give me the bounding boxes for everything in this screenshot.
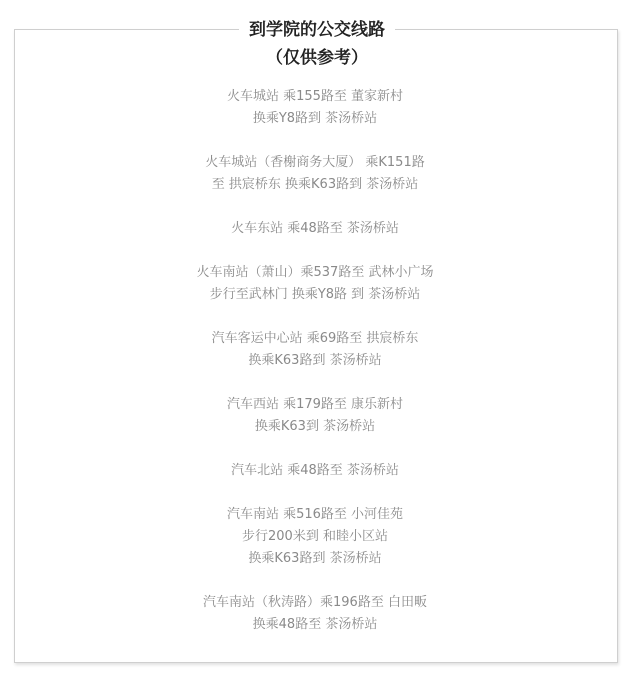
- route-line: 火车东站 乘48路至 茶汤桥站: [231, 221, 399, 236]
- route-item: [14, 262, 616, 306]
- route-line: 汽车客运中心站 乘69路至 拱宸桥东: [211, 331, 419, 346]
- route-item: [14, 592, 616, 636]
- route-line: 火车城站 乘155路至 董家新村: [226, 89, 404, 104]
- route-line: 步行200米到 和睦小区站: [242, 529, 388, 544]
- route-list: [14, 86, 616, 658]
- route-line: 换乘K63路到 茶汤桥站: [248, 551, 382, 566]
- route-line: 汽车南站（秋涛路）乘196路至 白田畈: [203, 595, 427, 610]
- route-item: [14, 86, 616, 130]
- route-line: 火车南站（萧山）乘537路至 武林小广场: [196, 265, 434, 280]
- route-line: 换乘Y8路到 茶汤桥站: [252, 111, 378, 126]
- page-title: [0, 16, 634, 72]
- route-item: [14, 152, 616, 196]
- route-item: [14, 218, 616, 240]
- route-line: 换乘48路至 茶汤桥站: [252, 617, 378, 632]
- route-line: 步行至武林门 换乘Y8路 到 茶汤桥站: [209, 287, 421, 302]
- route-line: 换乘K63到 茶汤桥站: [254, 419, 376, 434]
- route-line: 火车城站（香榭商务大厦） 乘K151路: [205, 155, 425, 170]
- route-item: [14, 394, 616, 438]
- route-line: 汽车西站 乘179路至 康乐新村: [226, 397, 404, 412]
- route-line: 汽车南站 乘516路至 小河佳苑: [226, 507, 404, 522]
- route-line: 至 拱宸桥东 换乘K63路到 茶汤桥站: [211, 177, 419, 192]
- route-item: [14, 504, 616, 570]
- route-item: [14, 328, 616, 372]
- route-line: 汽车北站 乘48路至 茶汤桥站: [231, 463, 399, 478]
- page-title-line-1: 到学院的公交线路: [239, 16, 395, 44]
- route-item: [14, 460, 616, 482]
- route-line: 换乘K63路到 茶汤桥站: [248, 353, 382, 368]
- page-title-line-2: （仅供参考）: [266, 48, 368, 68]
